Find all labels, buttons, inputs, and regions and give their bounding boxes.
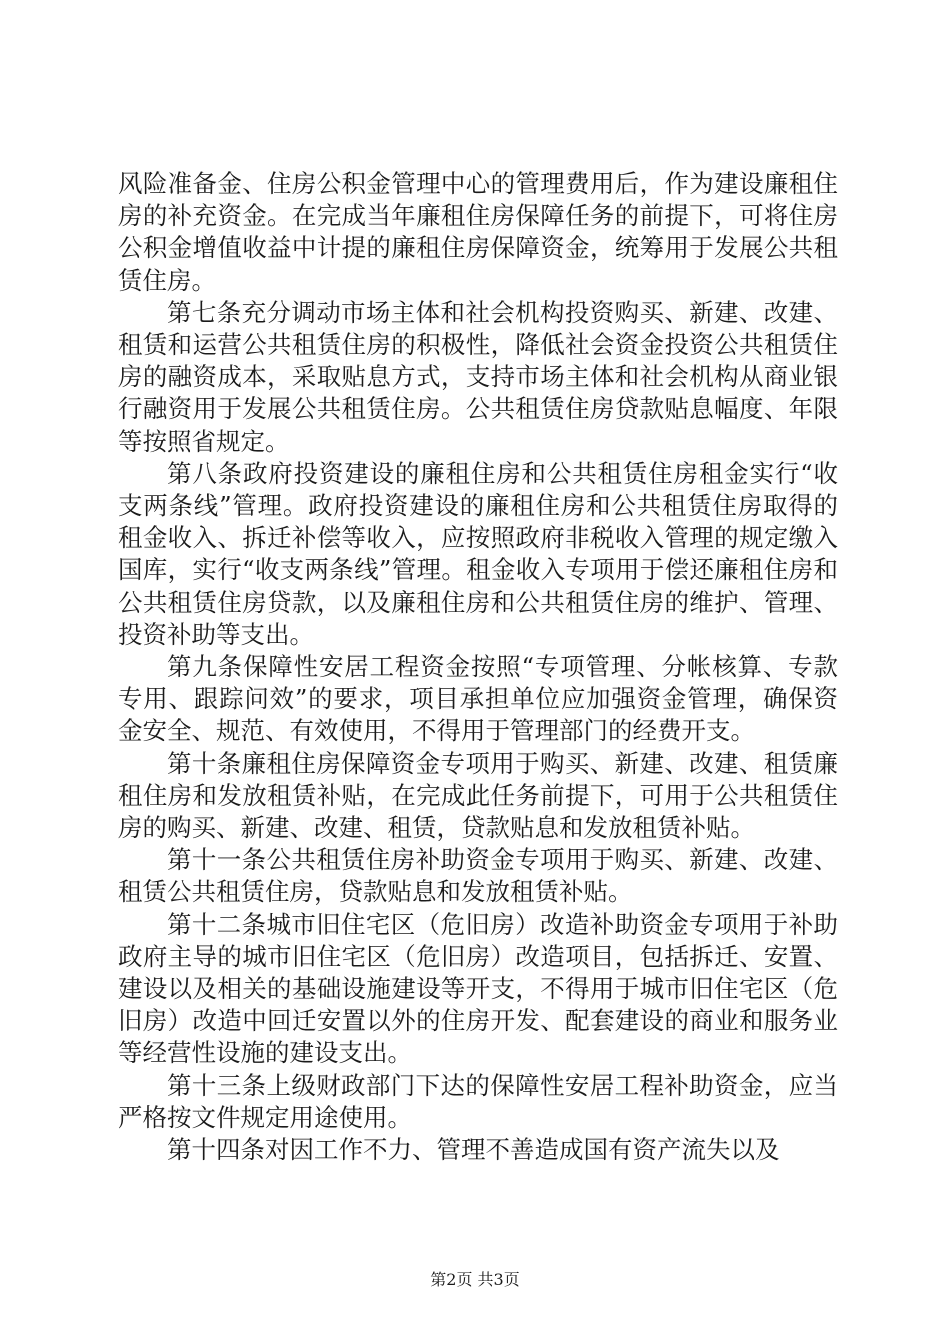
page-footer: 第2页 共3页 xyxy=(430,1270,520,1289)
paragraph-continued: 风险准备金、住房公积金管理中心的管理费用后，作为建设廉租住房的补充资金。在完成当年廉租住房保障任务的前提下，可将住房公积金增值收益中计提的廉租住房保障资金，统筹用于发展公共租赁住房。 xyxy=(118,169,838,295)
paragraph-article-7: 第七条充分调动市场主体和社会机构投资购买、新建、改建、租赁和运营公共租赁住房的积极性，降低社会资金投资公共租赁住房的融资成本，采取贴息方式，支持市场主体和社会机构从商业银行融资用于发展公共租赁住房。公共租赁住房贷款贴息幅度、年限等按照省规定。 xyxy=(118,297,838,456)
paragraph-article-10: 第十条廉租住房保障资金专项用于购买、新建、改建、租赁廉租住房和发放租赁补贴，在完成此任务前提下，可用于公共租赁住房的购买、新建、改建、租赁，贷款贴息和发放租赁补贴。 xyxy=(118,748,838,843)
paragraph-article-9: 第九条保障性安居工程资金按照“专项管理、分帐核算、专款专用、跟踪问效”的要求，项目承担单位应加强资金管理，确保资金安全、规范、有效使用，不得用于管理部门的经费开支。 xyxy=(118,652,838,746)
paragraph-article-14: 第十四条对因工作不力、管理不善造成国有资产流失以及 xyxy=(167,1135,780,1165)
paragraph-article-13: 第十三条上级财政部门下达的保障性安居工程补助资金，应当严格按文件规定用途使用。 xyxy=(118,1070,838,1132)
paragraph-article-8: 第八条政府投资建设的廉租住房和公共租赁住房租金实行“收支两条线”管理。政府投资建设的廉租住房和公共租赁住房取得的租金收入、拆迁补偿等收入，应按照政府非税收入管理的规定缴入国库，实行“收支两条线”管理。租金收入专项用于偿还廉租住房和公共租赁住房贷款，以及廉租住房和公共租赁住房的维护、管理、投资补助等支出。 xyxy=(118,458,838,649)
paragraph-article-12: 第十二条城市旧住宅区（危旧房）改造补助资金专项用于补助政府主导的城市旧住宅区（危旧房）改造项目，包括拆迁、安置、建设以及相关的基础设施建设等开支，不得用于城市旧住宅区（危旧房）改造中回迁安置以外的住房开发、配套建设的商业和服务业等经营性设施的建设支出。 xyxy=(118,909,838,1068)
document-body xyxy=(118,168,838,1166)
paragraph-article-11: 第十一条公共租赁住房补助资金专项用于购买、新建、改建、租赁公共租赁住房，贷款贴息和发放租赁补贴。 xyxy=(118,845,838,907)
